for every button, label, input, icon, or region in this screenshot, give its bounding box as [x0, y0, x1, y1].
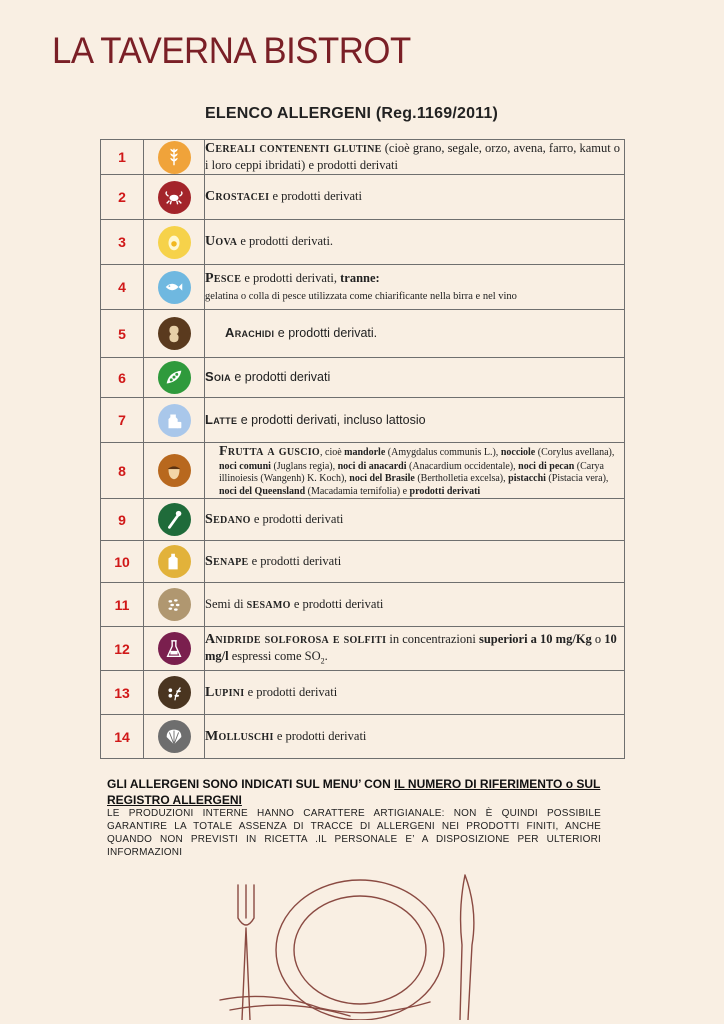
allergen-row	[101, 499, 625, 541]
celery-icon	[158, 503, 191, 536]
allergen-detail: , cioè	[320, 447, 345, 458]
allergen-detail: e prodotti derivati	[250, 511, 344, 526]
allergen-detail: e prodotti derivati	[273, 728, 367, 743]
allergen-description	[205, 175, 625, 220]
allergen-disclaimer: LE PRODUZIONI INTERNE HANNO CARATTERE ARTIGIANALE: NON È QUINDI POSSIBILE GARANTIRE LA TOTALE ASSENZA DI TRACCE DI ALLERGENI NEI PRODOTTI FINITI, ANCHE QUANDO NON PREVISTI IN RICETTA .IL PERSONALE E’ A DISPOSIZIONE PER ULTERIORI INFORMAZIONI	[107, 808, 601, 858]
allergen-icon-cell	[144, 583, 205, 627]
allergen-description	[205, 715, 625, 759]
allergen-row	[101, 140, 625, 175]
allergen-detail: o	[591, 632, 605, 646]
allergen-detail: in concentrazioni	[386, 632, 479, 646]
allergen-detail: e prodotti derivati	[269, 189, 362, 204]
peanut-icon	[158, 317, 191, 350]
allergen-name: Frutta a guscio	[219, 444, 320, 459]
allergen-number: 3	[101, 220, 144, 265]
milk-icon	[158, 404, 191, 437]
allergen-number: 14	[101, 715, 144, 759]
allergen-description	[205, 627, 625, 671]
allergen-icon-cell	[144, 140, 205, 175]
allergen-name: Pesce	[205, 271, 242, 287]
sulfite-icon	[158, 632, 191, 665]
allergen-number: 8	[101, 443, 144, 499]
allergen-icon-cell	[144, 541, 205, 583]
allergen-name: Lupini	[205, 684, 245, 700]
wheat-icon	[158, 141, 191, 174]
allergen-detail: noci di pecan	[518, 460, 575, 472]
allergen-number: 11	[101, 583, 144, 627]
allergen-detail: (Pistacia vera),	[545, 473, 609, 484]
allergen-name: Anidride solforosa e solfiti	[205, 632, 387, 647]
allergen-row	[101, 443, 625, 499]
allergen-description	[205, 398, 625, 443]
allergen-icon-cell	[144, 671, 205, 715]
allergen-description	[205, 541, 625, 583]
allergen-subscript: 2	[320, 656, 325, 665]
allergen-description	[205, 310, 625, 358]
allergen-number: 6	[101, 358, 144, 398]
allergen-detail: noci del Brasile	[349, 473, 415, 484]
plate-cutlery-illustration	[210, 870, 510, 1020]
allergen-detail: .	[324, 648, 328, 663]
allergen-detail: (cioè grano, segale, orzo, avena, farro, kamut o i loro ceppi ibridati) e prodotti derivati	[205, 141, 621, 172]
allergen-row	[101, 627, 625, 671]
allergen-number: 10	[101, 541, 144, 583]
allergen-detail: e prodotti derivati.	[274, 326, 378, 341]
notice-heading-underlined: IL NUMERO DI RIFERIMENTO o SUL REGISTRO ALLERGENI	[107, 777, 601, 808]
allergen-description	[205, 140, 625, 175]
allergen-name: Uova	[205, 234, 238, 250]
allergen-detail: e prodotti derivati	[230, 370, 331, 385]
allergen-detail: noci comuni	[219, 460, 271, 472]
allergen-detail: (Anacardium occidentale),	[406, 460, 519, 472]
allergen-name: Latte	[205, 411, 238, 427]
allergen-threshold: 10 mg/l	[205, 632, 617, 663]
allergen-icon-cell	[144, 715, 205, 759]
allergen-detail: e prodotti derivati,	[241, 271, 337, 286]
allergen-row	[101, 310, 625, 358]
allergen-icon-cell	[144, 175, 205, 220]
shell-icon	[158, 720, 191, 753]
allergen-name: Arachidi	[225, 325, 275, 341]
fish-icon	[158, 271, 191, 304]
allergen-notice-heading	[107, 776, 627, 808]
allergen-description	[205, 443, 625, 499]
allergen-row	[101, 541, 625, 583]
allergen-detail: (Juglans regia),	[270, 460, 338, 472]
allergen-icon-cell	[144, 398, 205, 443]
allergen-description	[205, 220, 625, 265]
allergen-detail: (Macadamia ternifolia) e	[305, 485, 410, 497]
allergen-row	[101, 671, 625, 715]
allergen-name: Molluschi	[205, 728, 274, 744]
allergen-detail: (Amygdalus communis L.),	[385, 447, 501, 458]
brand-title: LA TAVERNA BISTROT	[52, 30, 411, 71]
allergen-name: sesamo	[246, 596, 291, 612]
allergen-detail: noci del Queensland	[219, 485, 306, 497]
crab-icon	[158, 181, 191, 214]
allergen-icon-cell	[144, 265, 205, 310]
allergen-row	[101, 583, 625, 627]
allergen-icon-cell	[144, 443, 205, 499]
allergen-row	[101, 220, 625, 265]
allergen-detail: e prodotti derivati	[244, 684, 338, 699]
allergen-number: 5	[101, 310, 144, 358]
soy-icon	[158, 361, 191, 394]
nut-icon	[158, 454, 191, 487]
allergen-detail: (Bertholletia excelsa),	[414, 473, 509, 484]
lupin-icon	[158, 676, 191, 709]
allergen-number: 13	[101, 671, 144, 715]
allergen-row	[101, 398, 625, 443]
allergen-detail: pistacchi	[508, 473, 546, 484]
allergen-detail: e prodotti derivati.	[237, 234, 334, 249]
allergen-prefix: Semi di	[205, 596, 247, 611]
allergen-description	[205, 583, 625, 627]
allergen-detail: e prodotti derivati	[248, 553, 342, 568]
allergen-detail: e prodotti derivati	[290, 596, 384, 611]
allergen-table	[100, 139, 625, 759]
allergen-name: Cereali contenenti glutine	[205, 141, 382, 157]
allergen-detail: e prodotti derivati, incluso lattosio	[237, 412, 426, 427]
allergen-icon-cell	[144, 310, 205, 358]
allergen-exception: tranne:	[337, 271, 380, 286]
allergen-detail: nocciole	[500, 447, 536, 458]
allergen-name: Soia	[205, 369, 231, 385]
allergen-description	[205, 671, 625, 715]
mustard-icon	[158, 545, 191, 578]
sesame-icon	[158, 588, 191, 621]
allergen-name: Senape	[205, 553, 249, 569]
allergen-icon-cell	[144, 627, 205, 671]
allergen-row	[101, 265, 625, 310]
allergen-detail: prodotti derivati	[409, 485, 481, 497]
allergen-number: 4	[101, 265, 144, 310]
allergen-description	[205, 499, 625, 541]
allergen-detail: espressi come SO	[228, 648, 321, 663]
allergen-row	[101, 358, 625, 398]
allergen-threshold: superiori a 10 mg/Kg	[478, 632, 592, 646]
allergen-description	[205, 265, 625, 310]
allergen-detail: (Carya illinoiesis (Wangenh) K. Koch),	[219, 460, 604, 484]
allergen-icon-cell	[144, 220, 205, 265]
allergen-detail: mandorle	[344, 447, 386, 458]
allergen-name: Sedano	[205, 511, 251, 527]
allergen-row	[101, 175, 625, 220]
allergen-row	[101, 715, 625, 759]
allergen-number: 9	[101, 499, 144, 541]
allergen-number: 7	[101, 398, 144, 443]
allergen-detail: noci di anacardi	[337, 460, 407, 472]
notice-heading-text: GLI ALLERGENI SONO INDICATI SUL MENU’ CON	[107, 777, 395, 791]
egg-icon	[158, 226, 191, 259]
allergen-name: Crostacei	[205, 189, 270, 205]
allergen-detail: (Corylus avellana),	[535, 447, 615, 458]
allergen-icon-cell	[144, 358, 205, 398]
allergen-number: 1	[101, 140, 144, 175]
allergen-number: 12	[101, 627, 144, 671]
allergen-number: 2	[101, 175, 144, 220]
allergen-detail-line2: gelatina o colla di pesce utilizzata come chiarificante nella birra e nel vino	[205, 290, 517, 302]
document-title: ELENCO ALLERGENI (Reg.1169/2011)	[205, 105, 499, 122]
allergen-description	[205, 358, 625, 398]
allergen-icon-cell	[144, 499, 205, 541]
